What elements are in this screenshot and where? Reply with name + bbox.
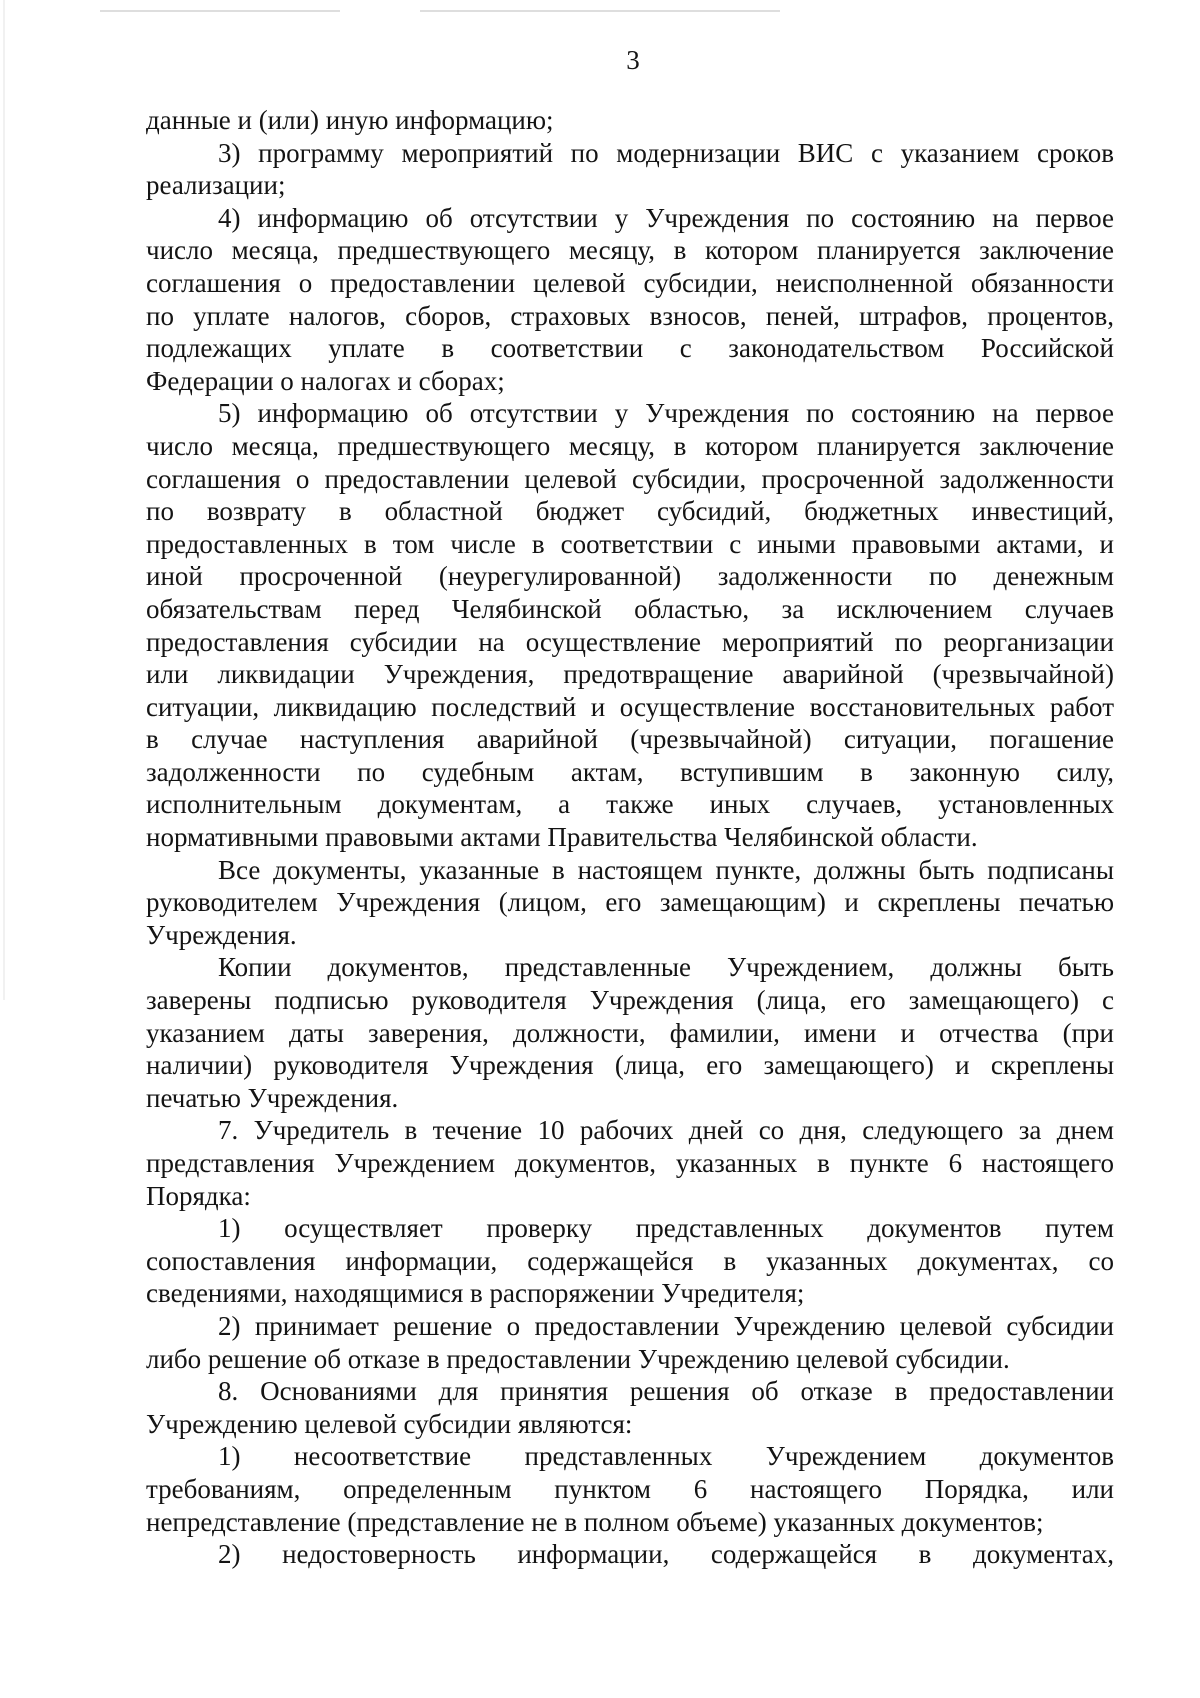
text-line: предоставления субсидии на осуществление мероприятий по реорганизации xyxy=(146,626,1114,657)
text-line: печатью Учреждения. xyxy=(146,1082,399,1113)
text-line: в случае наступления аварийной (чрезвычайной) ситуации, погашение xyxy=(146,724,1114,755)
text-line: число месяца, предшествующего месяцу, в котором планируется заключение xyxy=(146,235,1114,266)
text-line: Копии документов, представленные Учреждением, должны быть xyxy=(218,952,1114,983)
text-line: представления Учреждением документов, указанных в пункте 6 настоящего xyxy=(146,1148,1114,1178)
scan-artifact xyxy=(100,10,340,12)
text-line: соглашения о предоставлении целевой субсидии, просроченной задолженности xyxy=(146,463,1114,494)
text-line: Порядка: xyxy=(146,1180,251,1211)
text-line: 5) информацию об отсутствии у Учреждения по состоянию на первое xyxy=(218,398,1114,429)
text-line: наличии) руководителя Учреждения (лица, его замещающего) и скреплены xyxy=(146,1050,1114,1081)
text-line: соглашения о предоставлении целевой субсидии, неисполненной обязанности xyxy=(146,267,1114,298)
text-line: Федерации о налогах и сборах; xyxy=(146,365,505,396)
text-line: руководителем Учреждения (лицом, его замещающим) и скреплены печатью xyxy=(146,887,1114,918)
text-line: иной просроченной (неурегулированной) задолженности по денежным xyxy=(146,561,1114,592)
text-line: Учреждения. xyxy=(146,919,297,950)
text-line: по возврату в областной бюджет субсидий, бюджетных инвестиций, xyxy=(146,496,1114,527)
text-line: указанием даты заверения, должности, фамилии, имени и отчества (при xyxy=(146,1017,1114,1048)
text-line: 1) осуществляет проверку представленных документов путем xyxy=(218,1213,1114,1244)
document-body xyxy=(146,104,1114,1571)
page-number: 3 xyxy=(626,45,640,75)
text-line: данные и (или) иную информацию; xyxy=(146,105,554,135)
text-line: 2) недостоверность информации, содержащейся в документах, xyxy=(218,1539,1114,1570)
text-line: 3) программу мероприятий по модернизации ВИС с указанием сроков xyxy=(218,137,1114,168)
text-line: ситуации, ликвидацию последствий и осуществление восстановительных работ xyxy=(146,691,1114,722)
text-line: непредставление (представление не в полном объеме) указанных документов; xyxy=(146,1506,1044,1537)
text-line: нормативными правовыми актами Правительства Челябинской области. xyxy=(146,822,978,853)
text-line: подлежащих уплате в соответствии с законодательством Российской xyxy=(146,333,1114,364)
text-line: сопоставления информации, содержащейся в указанных документах, со xyxy=(146,1245,1114,1276)
text-line: предоставленных в том числе в соответствии с иными правовыми актами, и xyxy=(146,528,1114,559)
text-line: требованиям, определенным пунктом 6 настоящего Порядка, или xyxy=(146,1473,1114,1504)
text-line: 4) информацию об отсутствии у Учреждения по состоянию на первое xyxy=(218,202,1114,233)
text-line: исполнительным документам, а также иных случаев, установленных xyxy=(146,789,1114,820)
text-line: Все документы, указанные в настоящем пункте, должны быть подписаны xyxy=(218,854,1114,885)
text-line: 8. Основаниями для принятия решения об отказе в предоставлении xyxy=(218,1376,1114,1407)
text-line: реализации; xyxy=(146,170,286,201)
text-line: задолженности по судебным актам, вступившим в законную силу, xyxy=(146,756,1114,787)
text-line: 7. Учредитель в течение 10 рабочих дней со дня, следующего за днем xyxy=(218,1115,1114,1146)
text-line: заверены подписью руководителя Учреждения (лица, его замещающего) с xyxy=(146,985,1114,1016)
scan-artifact xyxy=(3,0,5,1000)
text-line: 1) несоответствие представленных Учреждением документов xyxy=(218,1441,1114,1472)
text-line: сведениями, находящимися в распоряжении Учредителя; xyxy=(146,1278,805,1309)
text-line: по уплате налогов, сборов, страховых взносов, пеней, штрафов, процентов, xyxy=(146,300,1114,331)
scan-artifact xyxy=(420,10,780,12)
text-line: или ликвидации Учреждения, предотвращение аварийной (чрезвычайной) xyxy=(146,659,1114,690)
text-line: обязательствам перед Челябинской областью, за исключением случаев xyxy=(146,593,1114,624)
text-line: число месяца, предшествующего месяцу, в котором планируется заключение xyxy=(146,430,1114,461)
text-line: 2) принимает решение о предоставлении Учреждению целевой субсидии xyxy=(218,1310,1114,1341)
text-line: либо решение об отказе в предоставлении Учреждению целевой субсидии. xyxy=(146,1343,1010,1374)
text-line: Учреждению целевой субсидии являются: xyxy=(146,1408,633,1439)
